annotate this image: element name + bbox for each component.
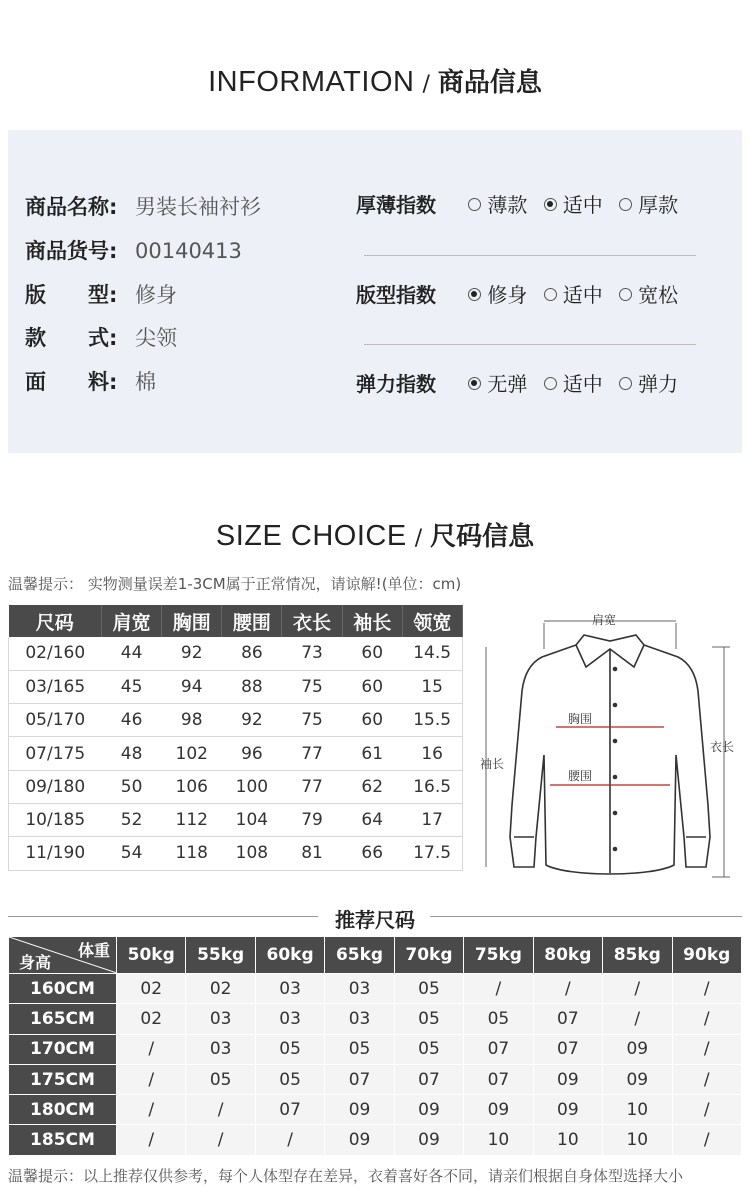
- size-cell: 46: [102, 704, 162, 737]
- fit-option-medium: 适中: [544, 279, 603, 308]
- elasticity-option-stretch: 弹力: [619, 368, 678, 397]
- recommended-size-cell: 09: [533, 1064, 602, 1094]
- recommended-size-cell: 09: [464, 1095, 533, 1125]
- product-name-row: [25, 191, 261, 221]
- recommended-size-cell: 02: [186, 974, 255, 1004]
- recommended-size-cell: /: [603, 974, 672, 1004]
- recommended-size-cell: /: [117, 1034, 186, 1064]
- radio-selected-icon: [468, 377, 481, 390]
- recommended-size-title: [0, 902, 750, 932]
- recommended-size-cell: 07: [464, 1064, 533, 1094]
- fit-value: 修身: [135, 283, 177, 307]
- size-title-cn: 尺码信息: [430, 522, 535, 552]
- size-cell: 16: [402, 737, 462, 770]
- elasticity-option-none: 无弹: [468, 368, 527, 397]
- size-cell: 10/185: [9, 803, 102, 836]
- radio-icon: [544, 288, 557, 301]
- recommended-size-cell: 03: [186, 1004, 255, 1034]
- size-header-cell: 衣长: [282, 605, 342, 637]
- fit-row: [25, 279, 177, 309]
- divider: [364, 255, 696, 256]
- size-cell: 66: [342, 837, 402, 870]
- recommended-size-cell: 05: [394, 974, 463, 1004]
- size-header-cell: 腰围: [222, 605, 282, 637]
- recommended-size-cell: 09: [394, 1095, 463, 1125]
- recommended-size-cell: 10: [603, 1125, 672, 1155]
- size-cell: 81: [282, 837, 342, 870]
- recommended-size-cell: /: [672, 1095, 742, 1125]
- recommended-size-cell: 05: [255, 1064, 324, 1094]
- style-row: [25, 322, 177, 352]
- height-weight-corner: [9, 937, 117, 974]
- info-title-en: INFORMATION: [208, 66, 415, 98]
- radio-selected-icon: [544, 198, 557, 211]
- recommended-size-cell: /: [117, 1064, 186, 1094]
- size-cell: 104: [222, 803, 282, 836]
- thickness-option-thick: 厚款: [619, 189, 678, 218]
- size-cell: 86: [222, 637, 282, 670]
- style-value: 尖领: [135, 326, 177, 350]
- recommended-size-row: [9, 1064, 742, 1094]
- chest-label: 胸围: [568, 712, 593, 726]
- fit-option-loose: 宽松: [619, 279, 678, 308]
- size-header-cell: 袖长: [342, 605, 402, 637]
- recommended-size-cell: 03: [325, 1004, 394, 1034]
- recommended-size-cell: /: [117, 1095, 186, 1125]
- size-cell: 44: [102, 637, 162, 670]
- size-section-title: [0, 516, 750, 553]
- size-cell: 05/170: [9, 704, 102, 737]
- recommended-size-cell: /: [464, 974, 533, 1004]
- recommended-size-cell: 02: [117, 974, 186, 1004]
- fit-option-slim: 修身: [468, 279, 527, 308]
- fabric-row: [25, 366, 156, 396]
- size-cell: 75: [282, 704, 342, 737]
- size-table-row: [9, 837, 463, 870]
- recommended-size-cell: 05: [394, 1004, 463, 1034]
- recommended-size-row: [9, 1125, 742, 1155]
- recommended-size-cell: 05: [464, 1004, 533, 1034]
- weight-header-cell: 60kg: [255, 937, 324, 974]
- height-cell: 185CM: [9, 1125, 117, 1155]
- thickness-index-label: 厚薄指数: [356, 193, 436, 217]
- size-cell: 52: [102, 803, 162, 836]
- style-label: 款 式:: [25, 326, 118, 350]
- size-cell: 17: [402, 803, 462, 836]
- weight-header-cell: 80kg: [533, 937, 602, 974]
- recommended-size-cell: /: [255, 1125, 324, 1155]
- size-note: 温馨提示： 实物测量误差1-3CM属于正常情况，请谅解!(单位：cm): [8, 575, 462, 593]
- size-table-row: [9, 770, 463, 803]
- size-table-row: [9, 803, 463, 836]
- recommended-size-header: [9, 937, 742, 974]
- recommended-size-cell: 02: [117, 1004, 186, 1034]
- recommended-size-cell: 07: [533, 1004, 602, 1034]
- recommended-size-cell: 05: [394, 1034, 463, 1064]
- recommended-size-cell: 07: [325, 1064, 394, 1094]
- waist-label: 腰围: [568, 769, 593, 783]
- recommended-size-cell: 09: [325, 1125, 394, 1155]
- height-cell: 160CM: [9, 974, 117, 1004]
- size-table-row: [9, 704, 463, 737]
- height-corner-label: 身高: [19, 953, 52, 972]
- bottom-note: 温馨提示：以上推荐仅供参考，每个人体型存在差异，衣着喜好各不同，请亲们根据自身体型选择大小: [8, 1167, 684, 1185]
- size-cell: 17.5: [402, 837, 462, 870]
- elasticity-option-medium: 适中: [544, 368, 603, 397]
- size-cell: 11/190: [9, 837, 102, 870]
- size-header-cell: 领宽: [402, 605, 462, 637]
- size-cell: 60: [342, 704, 402, 737]
- recommended-size-cell: 07: [255, 1095, 324, 1125]
- size-title-slash: /: [414, 526, 423, 551]
- size-cell: 07/175: [9, 737, 102, 770]
- shoulder-label: 肩宽: [592, 613, 617, 627]
- size-cell: 98: [162, 704, 222, 737]
- weight-corner-label: 体重: [77, 941, 110, 960]
- weight-header-cell: 85kg: [603, 937, 672, 974]
- weight-header-cell: 65kg: [325, 937, 394, 974]
- shirt-measurement-diagram: [478, 605, 742, 885]
- size-cell: 09/180: [9, 770, 102, 803]
- sleeve-label: 袖长: [480, 757, 505, 771]
- weight-header-cell: 50kg: [117, 937, 186, 974]
- size-cell: 75: [282, 670, 342, 703]
- fabric-value: 棉: [135, 370, 156, 394]
- recommended-size-row: [9, 974, 742, 1004]
- recommended-size-cell: /: [672, 1034, 742, 1064]
- thickness-index-row: [356, 189, 688, 218]
- recommended-size-cell: /: [603, 1004, 672, 1034]
- size-cell: 112: [162, 803, 222, 836]
- size-cell: 118: [162, 837, 222, 870]
- size-cell: 106: [162, 770, 222, 803]
- elasticity-index-label: 弹力指数: [356, 372, 436, 396]
- fit-index-row: [356, 279, 688, 308]
- recommended-size-cell: 09: [325, 1095, 394, 1125]
- weight-header-cell: 55kg: [186, 937, 255, 974]
- size-table: [8, 605, 463, 871]
- size-cell: 54: [102, 837, 162, 870]
- recommended-size-cell: 05: [255, 1034, 324, 1064]
- size-table-row: [9, 670, 463, 703]
- info-title-slash: /: [422, 72, 430, 97]
- recommended-size-cell: 03: [255, 1004, 324, 1034]
- height-cell: 175CM: [9, 1064, 117, 1094]
- elasticity-index-row: [356, 368, 688, 397]
- thickness-option-medium: 适中: [544, 189, 603, 218]
- recommended-size-cell: /: [672, 1064, 742, 1094]
- size-cell: 77: [282, 770, 342, 803]
- size-table-row: [9, 637, 463, 670]
- size-header-cell: 肩宽: [102, 605, 162, 637]
- size-cell: 102: [162, 737, 222, 770]
- recommended-size-cell: 10: [603, 1095, 672, 1125]
- product-name-value: 男装长袖衬衫: [135, 195, 261, 219]
- info-title-cn: 商品信息: [437, 68, 542, 98]
- radio-icon: [619, 198, 632, 211]
- recommended-size-cell: 09: [394, 1125, 463, 1155]
- recommended-size-cell: 03: [325, 974, 394, 1004]
- size-cell: 15.5: [402, 704, 462, 737]
- size-cell: 96: [222, 737, 282, 770]
- divider: [364, 344, 696, 345]
- height-cell: 180CM: [9, 1095, 117, 1125]
- radio-icon: [544, 377, 557, 390]
- size-table-header: [9, 605, 463, 637]
- recommended-size-cell: /: [672, 974, 742, 1004]
- recommended-size-cell: /: [672, 1125, 742, 1155]
- recommended-size-cell: 07: [533, 1034, 602, 1064]
- size-cell: 61: [342, 737, 402, 770]
- recommended-size-row: [9, 1004, 742, 1034]
- weight-header-cell: 75kg: [464, 937, 533, 974]
- size-cell: 100: [222, 770, 282, 803]
- radio-icon: [619, 377, 632, 390]
- radio-selected-icon: [468, 288, 481, 301]
- recommended-size-cell: /: [186, 1125, 255, 1155]
- recommended-size-cell: /: [533, 974, 602, 1004]
- length-label: 衣长: [710, 740, 735, 754]
- size-cell: 60: [342, 670, 402, 703]
- size-cell: 48: [102, 737, 162, 770]
- size-cell: 15: [402, 670, 462, 703]
- weight-header-cell: 90kg: [672, 937, 742, 974]
- size-title-en: SIZE CHOICE: [215, 520, 407, 552]
- shirt-buttons-icon: [613, 667, 618, 852]
- recommended-size-row: [9, 1034, 742, 1064]
- shirt-outline-icon: [510, 635, 710, 874]
- info-section-title: [0, 62, 750, 99]
- thickness-option-thin: 薄款: [468, 189, 527, 218]
- weight-header-cell: 70kg: [394, 937, 463, 974]
- recommended-size-cell: 09: [603, 1064, 672, 1094]
- recommended-size-cell: 05: [325, 1034, 394, 1064]
- size-cell: 79: [282, 803, 342, 836]
- product-code-value: 00140413: [135, 239, 242, 263]
- recommended-size-cell: 09: [603, 1034, 672, 1064]
- size-cell: 77: [282, 737, 342, 770]
- recommended-size-cell: 03: [186, 1034, 255, 1064]
- recommended-size-title-text: 推荐尺码: [335, 908, 415, 932]
- product-name-label: 商品名称:: [25, 195, 118, 219]
- recommended-size-row: [9, 1095, 742, 1125]
- recommended-size-cell: 07: [394, 1064, 463, 1094]
- fit-label: 版 型:: [25, 283, 118, 307]
- size-header-cell: 尺码: [9, 605, 102, 637]
- size-cell: 92: [222, 704, 282, 737]
- size-cell: 03/165: [9, 670, 102, 703]
- size-cell: 108: [222, 837, 282, 870]
- recommended-size-cell: /: [672, 1004, 742, 1034]
- recommended-size-cell: 09: [533, 1095, 602, 1125]
- size-cell: 62: [342, 770, 402, 803]
- size-cell: 64: [342, 803, 402, 836]
- fabric-label: 面 料:: [25, 370, 118, 394]
- size-header-cell: 胸围: [162, 605, 222, 637]
- height-cell: 165CM: [9, 1004, 117, 1034]
- size-cell: 02/160: [9, 637, 102, 670]
- recommended-size-cell: 10: [464, 1125, 533, 1155]
- radio-icon: [468, 198, 481, 211]
- size-cell: 88: [222, 670, 282, 703]
- fit-index-label: 版型指数: [356, 283, 436, 307]
- recommended-size-cell: 10: [533, 1125, 602, 1155]
- product-code-row: [25, 235, 242, 265]
- product-code-label: 商品货号:: [25, 239, 118, 263]
- recommended-size-cell: /: [117, 1125, 186, 1155]
- height-cell: 170CM: [9, 1034, 117, 1064]
- recommended-size-cell: 03: [255, 974, 324, 1004]
- size-cell: 16.5: [402, 770, 462, 803]
- size-cell: 14.5: [402, 637, 462, 670]
- size-cell: 60: [342, 637, 402, 670]
- recommended-size-cell: 05: [186, 1064, 255, 1094]
- size-cell: 94: [162, 670, 222, 703]
- recommended-size-table: [8, 936, 742, 1156]
- recommended-size-cell: /: [186, 1095, 255, 1125]
- size-cell: 50: [102, 770, 162, 803]
- size-cell: 45: [102, 670, 162, 703]
- recommended-size-cell: 07: [464, 1034, 533, 1064]
- size-cell: 73: [282, 637, 342, 670]
- size-table-row: [9, 737, 463, 770]
- radio-icon: [619, 288, 632, 301]
- size-cell: 92: [162, 637, 222, 670]
